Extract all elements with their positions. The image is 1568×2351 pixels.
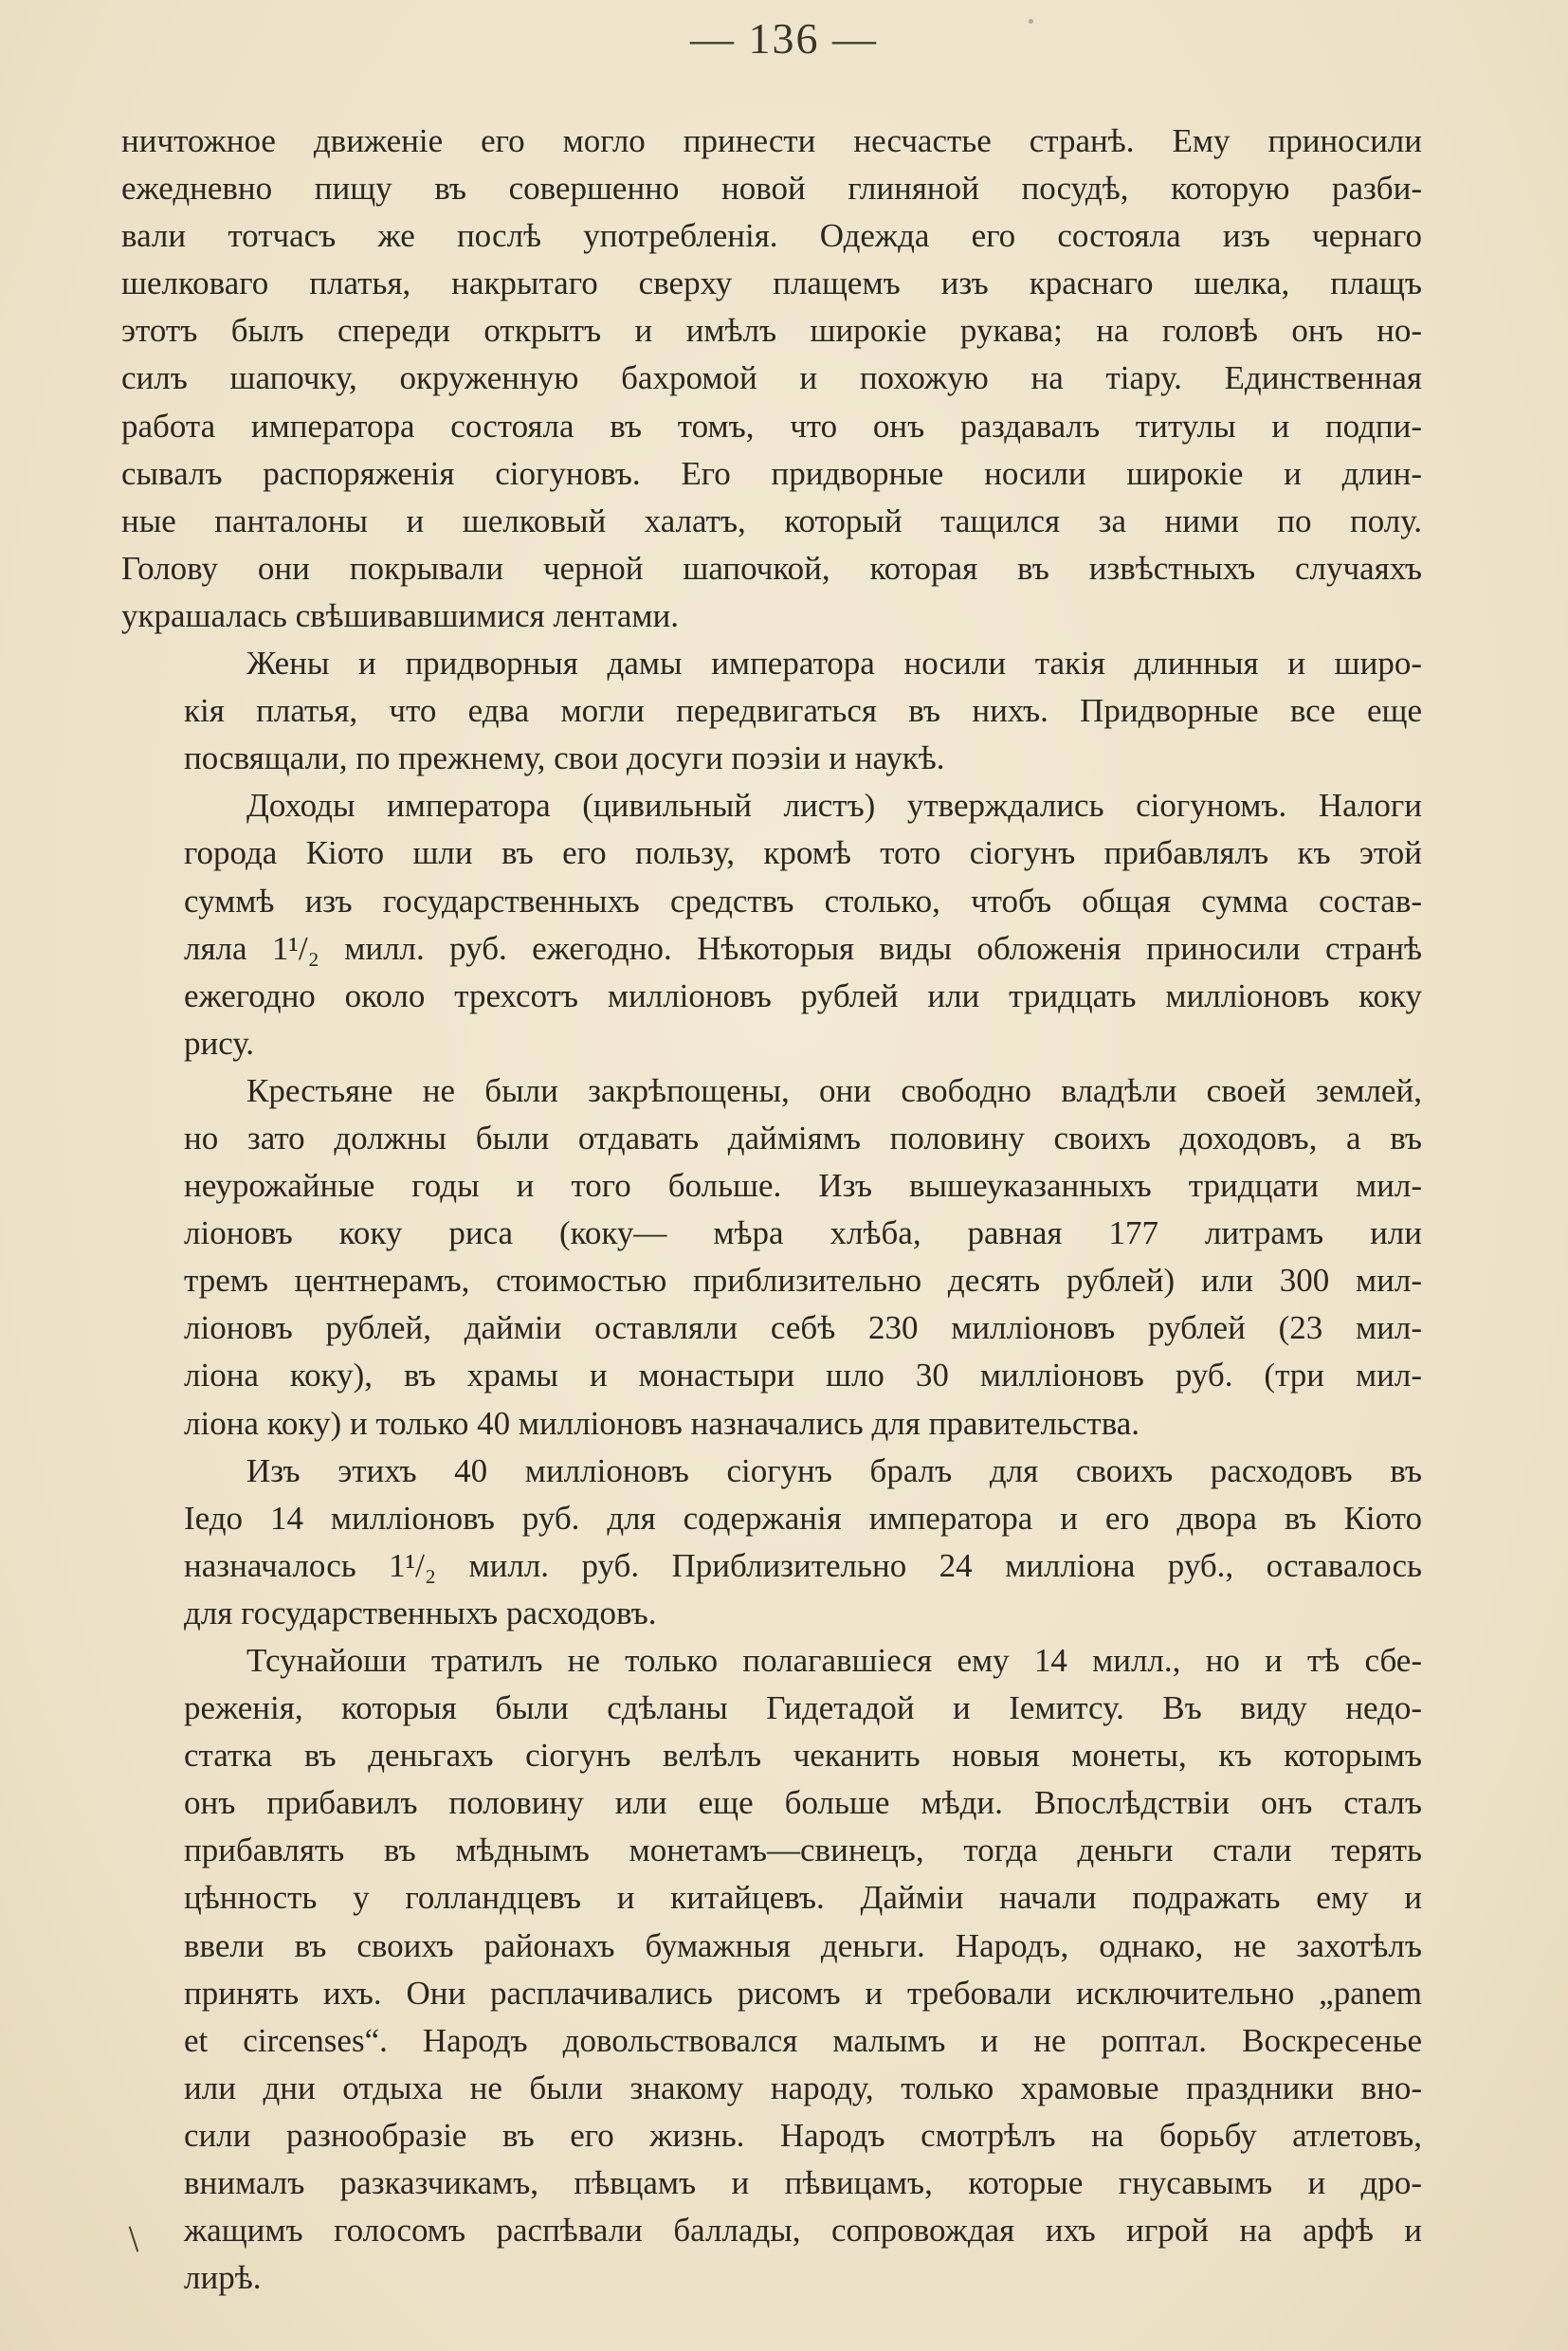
text-line: цѣнность у голландцевъ и китайцевъ. Дайміи начали подражать ему и [184, 1879, 1422, 1917]
paragraph [121, 118, 1422, 640]
paragraph [121, 1637, 1422, 2302]
page-number: — 136 — [690, 14, 878, 63]
text-line: рису. [184, 1024, 255, 1062]
text-line: ліона коку), въ храмы и монастыри шло 30 милліоновъ руб. (три мил- [184, 1357, 1422, 1394]
text-line: тремъ центнерамъ, стоимостью приблизительно десять рублей) или 300 мил- [184, 1262, 1422, 1300]
text-line: принять ихъ. Они расплачивались рисомъ и требовали исключительно „panem [184, 1974, 1422, 2012]
text-line: назначалось 1¹/₂ милл. руб. Приблизительно 24 милліона руб., оставалось [184, 1546, 1422, 1584]
paragraph [121, 1067, 1422, 1448]
text-line: города Кіото шли въ его пользу, кромѣ тото сіогунъ прибавлялъ къ этой [184, 834, 1422, 872]
text-line: статка въ деньгахъ сіогунъ велѣлъ чеканить новыя монеты, къ которымъ [184, 1737, 1422, 1775]
body-text [121, 118, 1422, 2302]
text-line: реженія, которыя были сдѣланы Гидетадой и Іемитсу. Въ виду недо- [184, 1689, 1422, 1727]
text-line: лирѣ. [184, 2259, 262, 2297]
text-line: ляла 1¹/₂ милл. руб. ежегодно. Нѣкоторыя виды обложенія приносили странѣ [184, 929, 1422, 967]
text-line: для государственныхъ расходовъ. [184, 1594, 657, 1631]
paragraph [121, 640, 1422, 782]
text-line: Іедо 14 милліоновъ руб. для содержанія императора и его двора въ Кіото [184, 1499, 1422, 1537]
text-line: Голову они покрывали черной шапочкой, которая въ извѣстныхъ случаяхъ [121, 549, 1422, 587]
text-line: кія платья, что едва могли передвигаться въ нихъ. Придворные все еще [184, 692, 1422, 730]
text-line: ввели въ своихъ районахъ бумажныя деньги. Народъ, однако, не захотѣлъ [184, 1926, 1422, 1964]
text-line: ничтожное движеніе его могло принести несчастье странѣ. Ему приносили [121, 122, 1422, 159]
text-line: ліоновъ рублей, дайміи оставляли себѣ 230 милліоновъ рублей (23 мил- [184, 1309, 1422, 1347]
text-line: но зато должны были отдавать дайміямъ половину своихъ доходовъ, а въ [184, 1119, 1422, 1157]
text-line: et circenses“. Народъ довольствовался малымъ и не роптал. Воскресенье [184, 2021, 1422, 2059]
text-line: ежегодно около трехсотъ милліоновъ рублей или тридцать милліоновъ коку [184, 976, 1422, 1014]
text-line: силъ шапочку, окруженную бахромой и похожую на тіару. Единственная [121, 359, 1422, 397]
text-line: вали тотчасъ же послѣ употребленія. Одежда его состояла изъ чернаго [121, 217, 1422, 255]
text-line: посвящали, по прежнему, свои досуги поэзіи и наукѣ. [184, 739, 945, 777]
text-line: онъ прибавилъ половину или еще больше мѣди. Впослѣдствіи онъ сталъ [184, 1784, 1422, 1822]
text-line: суммѣ изъ государственныхъ средствъ столько, чтобъ общая сумма состав- [184, 882, 1422, 920]
text-line: Крестьяне не были закрѣпощены, они свободно владѣли своей землей, [246, 1071, 1422, 1109]
text-line: этотъ былъ спереди открытъ и имѣлъ широкіе рукава; на головѣ онъ но- [121, 312, 1422, 350]
text-line: или дни отдыха не были знакому народу, только храмовые праздники вно- [184, 2069, 1422, 2106]
text-line: неурожайные годы и того больше. Изъ вышеуказанныхъ тридцати мил- [184, 1167, 1422, 1205]
text-line: Тсунайоши тратилъ не только полагавшіеся ему 14 милл., но и тѣ сбе- [246, 1642, 1422, 1679]
text-line: украшалась свѣшивавшимися лентами. [121, 596, 680, 634]
text-line: работа императора состояла въ томъ, что онъ раздавалъ титулы и подпи- [121, 407, 1422, 445]
text-line: ліона коку) и только 40 милліоновъ назначались для правительства. [184, 1404, 1140, 1442]
text-line: сывалъ распоряженія сіогуновъ. Его придворные носили широкіе и длин- [121, 454, 1422, 492]
text-line: Изъ этихъ 40 милліоновъ сіогунъ бралъ для своихъ расходовъ въ [246, 1451, 1422, 1489]
text-line: прибавлять въ мѣднымъ монетамъ—свинецъ, тогда деньги стали терять [184, 1832, 1422, 1869]
text-line: сили разнообразіе въ его жизнь. Народъ смотрѣлъ на борьбу атлетовъ, [184, 2116, 1422, 2154]
text-line: ліоновъ коку риса (коку— мѣра хлѣба, равная 177 литрамъ или [184, 1214, 1422, 1252]
text-line: ные панталоны и шелковый халатъ, который тащился за ними по полу. [121, 501, 1422, 539]
paragraph [121, 782, 1422, 1067]
text-line: ежедневно пищу въ совершенно новой глиняной посудѣ, которую разби- [121, 170, 1422, 208]
text-line: жащимъ голосомъ распѣвали баллады, сопровождая ихъ игрой на арфѣ и [184, 2212, 1422, 2250]
text-line: Жены и придворныя дамы императора носили такія длинныя и широ- [246, 645, 1422, 683]
paragraph [121, 1448, 1422, 1637]
text-line: внималъ разказчикамъ, пѣвцамъ и пѣвицамъ, которые гнусавымъ и дро- [184, 2164, 1422, 2202]
text-line: шелковаго платья, накрытаго сверху плащемъ изъ краснаго шелка, плащъ [121, 264, 1422, 302]
text-line: Доходы императора (цивильный листъ) утверждались сіогуномъ. Налоги [246, 787, 1422, 825]
